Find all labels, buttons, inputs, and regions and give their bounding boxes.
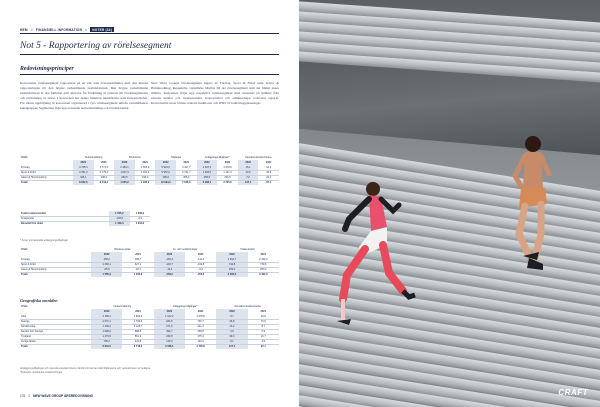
table-header-label: MSEK xyxy=(21,156,28,159)
brand-logo: CRAFT xyxy=(558,388,588,397)
photo-page xyxy=(299,0,600,407)
breadcrumb xyxy=(20,27,114,32)
year-header: 2022 xyxy=(114,160,135,165)
table-row: Norden och Sverige 1 698,6 898,6 494,7 439,5 0,9 0,9 xyxy=(20,329,279,334)
table-header-group: Totala skulder xyxy=(240,248,256,251)
result-table xyxy=(20,211,150,226)
table-row: Företag 4 735,3 3 771,4 2 150,1 1 663,0 5 916,6 4 427,7 1 397,3 1 378,6 15,1 16,3 xyxy=(20,165,279,170)
year-header: 2021 xyxy=(224,161,231,164)
runner-figure-red xyxy=(329,175,419,335)
page-title: Not 5 - Rapportering av rörelsesegment xyxy=(20,41,172,51)
table-row: Tyskland 1 479,5 861,9 232,8 175,4 69,3 10,7 xyxy=(20,334,279,339)
table-header-group: Rörelseresultat xyxy=(114,248,131,251)
breadcrumb-separator: // xyxy=(30,27,33,32)
operating-result-table: MSEK Rörelseresultat Av- och nedskrivningar Totala skulder 2022 2021 2022 2021 2022 2021 Företag 455,2 489,7 -145,3 -141,4 2 452,7 2 499,3 Sport & Fritid 1 066,1 627,1 -103,7 -102,8 744,8 739,6 Gåvor & Heminredning -65,9 -18,7 -10,0 -9,4 159,0 253,4 Totalt 1 555,2 1 095,9 -259,0 -253,6 3 356,5 3 492,3 xyxy=(20,247,279,277)
title-divider xyxy=(20,54,279,55)
page-footer xyxy=(20,394,93,398)
segment-table xyxy=(20,155,279,185)
report-page xyxy=(0,0,299,407)
year-header: 2021 xyxy=(183,161,190,164)
table-header-group: Nettoomsättning xyxy=(84,156,103,159)
year-header: 2022 xyxy=(155,160,176,165)
geo-table: MSEK Nettoomsättning Anläggnings-tillgångar* Operativa skulder/rörelse 2022 2021 2022 2021 2022 2021 USA 2 189,1 1 809,0 1 102,2 1 078,8 8,7 18,8 Sverige 2 070,1 1 764,5 934,5 730,7 26,8 70,6 Nordamerika 1 439,2 1 123,7 271,9 241,3 13,2 8,7 Norden och Sverige 1 698,6 898,6 494,7 439,5 0,9 0,9 Tyskland 1 479,5 861,9 232,8 175,4 69,3 10,7 Övriga länder 795,2 441,8 129,3 140,0 8,1 3,9 Totalt 8 842,6 6 718,4 3 188,1 2 735,6 127,1 97,1 xyxy=(20,304,279,349)
table-row: USA 2 189,1 1 809,0 1 102,2 1 078,8 8,7 18,8 xyxy=(20,314,279,319)
footer-label: NEW WAVE GROUP ÅRSREDOVISNING xyxy=(33,394,94,398)
breadcrumb-notes[interactable]: NOTER (34) xyxy=(92,27,112,32)
footnote: *Exklusive uppskjutna skattefordringar. xyxy=(20,370,63,374)
table-note: * Avser immateriella anläggningstillgångar xyxy=(20,239,69,242)
table-header-group: Bruttovinst xyxy=(129,156,141,159)
footnote: Anläggningstillgångar och operativa skulder/rörelse hänförs till det land där tillgångarna och verksamheten är belägna. xyxy=(20,367,151,370)
year-header: 2021 xyxy=(265,161,272,164)
table-header-group: Anläggnings-tillgångar* xyxy=(204,156,230,159)
footer-separator: // xyxy=(28,394,31,398)
table-row: Företag 455,2 489,7 -145,3 -141,4 2 452,7 2 499,3 xyxy=(20,257,279,262)
runner-figure-orange xyxy=(499,130,569,290)
table-row: Finansnetto -103,9 -0,5 xyxy=(20,216,150,221)
table-row: Sport & Fritid 1 066,1 627,1 -103,7 -102,8 744,8 739,6 xyxy=(20,262,279,267)
breadcrumb-separator: // xyxy=(85,27,88,32)
table-row: Gåvor & Heminredning -65,9 -18,7 -10,0 -9,4 159,0 253,4 xyxy=(20,267,279,272)
year-header: 2021 xyxy=(101,161,107,164)
body-paragraph: New Wave Groups rörelsesegment utgörs av Företag, Sport & Fritid samt Gåvor & Heminredning. Respektive varumärke hänförs till det rörelsesegment som det främst anses tillhöra. Koncernen följer upp respektive rörelsesegment med avseende på intäkter från externa kunder och rörelseresultat. Koncernstöd och elimineringar redovisas separat. Koncernstöd avser främst centrala funktioner och IFRS 16 bokföringsjusteringar. xyxy=(151,81,279,105)
geo-section-title: Geografiska områden xyxy=(20,298,58,303)
table-header-group: Operativa skulder/rörelse xyxy=(245,156,272,159)
table-row: Sport & Fritid 3 781,3 2 779,3 1 847,3 1 464,4 5 957,0 2 741,7 1 528,5 1 117,4 40,5 45,9 xyxy=(20,170,279,175)
table-row: Övriga länder 795,2 441,8 129,3 140,0 8,1 3,9 xyxy=(20,339,279,344)
table-row: Gåvor & Heminredning 326,1 198,6 263,5 198,0 496,9 455,4 258,9 226,6 7,0 20,4 xyxy=(20,175,279,180)
table-header-group: Nettoomsättning xyxy=(113,305,132,308)
table-total-row: Resultat före skatt 1 449,3 1 062,9 xyxy=(20,221,150,226)
table-header-group: Operativa skulder/rörelse xyxy=(234,305,262,308)
year-header: 2022 xyxy=(197,160,218,165)
table-total-row: Totalt 1 555,2 1 095,9 -259,0 -253,6 3 356,5 3 492,3 xyxy=(20,272,279,277)
table-header-group: Tillgångar xyxy=(170,156,182,159)
breadcrumb-financial[interactable]: FINANSIELL INFORMATION xyxy=(35,27,83,32)
year-header: 2022 xyxy=(238,160,259,165)
table-header-group: Av- och nedskrivningar xyxy=(172,248,198,251)
page-number: 176 xyxy=(20,394,26,398)
table-total-row: Totalt 8 842,6 6 718,4 1 555,2 1 935,0 10 994,3 7 648,6 3 188,1 2 735,6 127,1 97,1 xyxy=(20,180,279,185)
footnotes xyxy=(20,367,279,375)
table-total-row: Totalt 8 842,6 6 718,4 3 188,1 2 735,6 127,1 97,1 xyxy=(20,344,279,349)
year-header: 2022 xyxy=(73,160,94,165)
table-row: Nordamerika 1 439,2 1 123,7 271,9 241,3 13,2 8,7 xyxy=(20,324,279,329)
table-row: Totalt rörelseresultat 1 555,2 1 095,9 xyxy=(20,211,150,216)
year-header: 2021 xyxy=(142,161,148,164)
header-divider xyxy=(20,33,279,34)
table-row: Sverige 2 070,1 1 764,5 934,5 730,7 26,8 70,6 xyxy=(20,319,279,324)
breadcrumb-home[interactable]: HEM xyxy=(20,27,28,32)
table-header-group: Anläggnings-tillgångar* xyxy=(172,305,198,308)
section-subtitle: Redovisningsprinciper xyxy=(20,66,74,72)
body-paragraph: Koncernens rörelsesegment rapporteras på ett sätt som överensstämmer med den interna rapporteringen till den högste verkställande beslutsfattaren. Den högste verkställande beslutsfattaren är den funktion som ansvarar för fördelning av resurser till rörelsesegmenten och utvärdering av dessa. I koncernen har denna funktion identifierats som koncernchefen. För intern uppföljning är koncernen organiserad i fyra rörelsesegment utifrån varumärkenas kundgrupper. Segmenten följs upp avseende nettoomsättning och rörelseresultat. xyxy=(20,81,148,110)
